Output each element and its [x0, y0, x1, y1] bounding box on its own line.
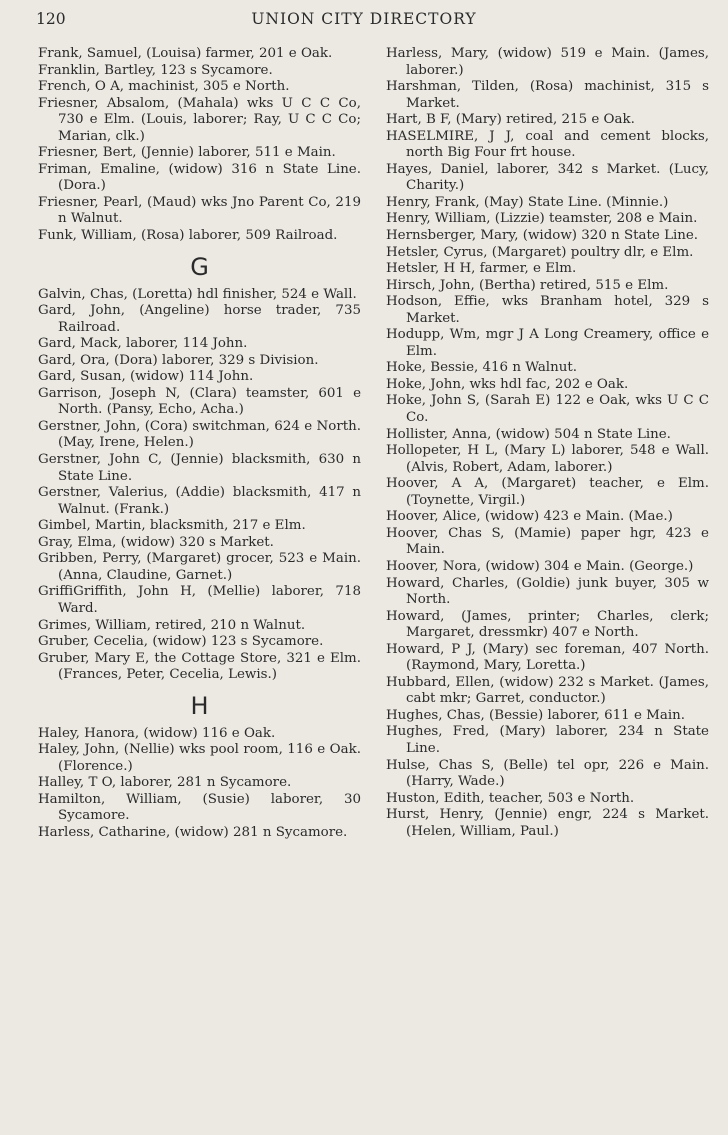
section-heading-h: H — [190, 691, 209, 720]
directory-entry: Hodson, Effie, wks Branham hotel, 329 s Market. — [386, 294, 709, 326]
directory-entry: Harless, Mary, (widow) 519 e Main. (James, laborer.) — [386, 46, 709, 78]
directory-entry: Galvin, Chas, (Loretta) hdl finisher, 524 e Wall. — [38, 286, 357, 302]
directory-entry: Harless, Catharine, (widow) 281 n Sycamore. — [38, 824, 348, 840]
directory-entry: Hetsler, H H, farmer, e Elm. — [386, 261, 577, 277]
entries-h-continued-list — [386, 46, 709, 840]
directory-entry: Gimbel, Martin, blacksmith, 217 e Elm. — [38, 518, 306, 534]
directory-entry: Hernsberger, Mary, (widow) 320 n State Line. — [386, 228, 699, 244]
directory-entry: GriffiGriffith, John H, (Mellie) laborer, 718 Ward. — [38, 584, 361, 616]
directory-entry: Hubbard, Ellen, (widow) 232 s Market. (James, cabt mkr; Garret, conductor.) — [386, 674, 709, 707]
directory-entry: Gard, Ora, (Dora) laborer, 329 s Division. — [38, 352, 319, 368]
directory-entry: Hoover, Alice, (widow) 423 e Main. (Mae.) — [386, 509, 673, 525]
directory-entry: Henry, William, (Lizzie) teamster, 208 e Main. — [386, 211, 698, 227]
directory-entry: Gerstner, Valerius, (Addie) blacksmith, 417 n Walnut. (Frank.) — [38, 485, 361, 517]
directory-entry: Gard, John, (Angeline) horse trader, 735 Railroad. — [38, 303, 361, 335]
directory-entry: Howard, (James, printer; Charles, clerk; Margaret, dressmkr) 407 e North. — [386, 608, 709, 641]
directory-entry: Hamilton, William, (Susie) laborer, 30 Sycamore. — [38, 791, 361, 824]
directory-entry: Hughes, Chas, (Bessie) laborer, 611 e Main. — [386, 707, 685, 723]
directory-entry: Funk, William, (Rosa) laborer, 509 Railroad. — [38, 228, 338, 244]
directory-entry: Hoover, Nora, (widow) 304 e Main. (George.) — [386, 558, 694, 574]
directory-entry: Halley, T O, laborer, 281 n Sycamore. — [38, 775, 292, 791]
directory-entry: Hoke, John, wks hdl fac, 202 e Oak. — [386, 376, 629, 392]
directory-entry: HASELMIRE, J J, coal and cement blocks, north Big Four frt house. — [386, 128, 709, 161]
directory-entry: Hoke, John S, (Sarah E) 122 e Oak, wks U C C Co. — [386, 393, 709, 426]
directory-entry: Haley, John, (Nellie) wks pool room, 116 e Oak. (Florence.) — [38, 742, 361, 774]
entries-h-list — [38, 726, 361, 842]
section-heading-g: G — [190, 252, 209, 281]
directory-entry: Friman, Emaline, (widow) 316 n State Line. (Dora.) — [38, 161, 361, 194]
directory-entry: Hetsler, Cyrus, (Margaret) poultry dlr, e Elm. — [386, 244, 694, 260]
directory-entry: Hurst, Henry, (Jennie) engr, 224 s Market. (Helen, William, Paul.) — [386, 807, 709, 839]
directory-entry: Friesner, Bert, (Jennie) laborer, 511 e Main. — [38, 145, 336, 161]
directory-entry: Gard, Susan, (widow) 114 John. — [38, 369, 254, 385]
page-header — [0, 0, 728, 40]
directory-entry: Gard, Mack, laborer, 114 John. — [38, 336, 248, 352]
directory-entry: Hayes, Daniel, laborer, 342 s Market. (Lucy, Charity.) — [386, 161, 709, 194]
directory-entry: Gribben, Perry, (Margaret) grocer, 523 e Main. (Anna, Claudine, Garnet.) — [38, 551, 361, 583]
directory-entry: Harshman, Tilden, (Rosa) machinist, 315 s Market. — [386, 79, 709, 111]
directory-entry: Garrison, Joseph N, (Clara) teamster, 601 e North. (Pansy, Echo, Acha.) — [38, 385, 361, 418]
directory-entry: Hoke, Bessie, 416 n Walnut. — [386, 360, 577, 376]
entries-f-list — [38, 46, 361, 245]
directory-entry: Friesner, Absalom, (Mahala) wks U C C Co, 730 e Elm. (Louis, laborer; Ray, U C C Co; Marian, clk.) — [38, 95, 361, 144]
page-number: 120 — [36, 10, 66, 28]
directory-entry: Howard, P J, (Mary) sec foreman, 407 North. (Raymond, Mary, Loretta.) — [386, 641, 709, 674]
directory-entry: Hoover, A A, (Margaret) teacher, e Elm. (Toynette, Virgil.) — [386, 476, 709, 508]
running-title: UNION CITY DIRECTORY — [251, 10, 477, 28]
directory-entry: Hodupp, Wm, mgr J A Long Creamery, office e Elm. — [386, 327, 709, 359]
directory-entry: Hoover, Chas S, (Mamie) paper hgr, 423 e Main. — [386, 525, 709, 558]
directory-entry: Hollister, Anna, (widow) 504 n State Line. — [386, 426, 671, 442]
directory-entry: Franklin, Bartley, 123 s Sycamore. — [38, 62, 273, 78]
entries-g-list — [38, 287, 361, 684]
directory-entry: Haley, Hanora, (widow) 116 e Oak. — [38, 725, 276, 741]
directory-entry: Hulse, Chas S, (Belle) tel opr, 226 e Main. (Harry, Wade.) — [386, 757, 709, 790]
right-column — [386, 46, 709, 840]
directory-entry: Frank, Samuel, (Louisa) farmer, 201 e Oak. — [38, 46, 333, 61]
directory-entry: Howard, Charles, (Goldie) junk buyer, 305 w North. — [386, 575, 709, 608]
directory-entry: Friesner, Pearl, (Maud) wks Jno Parent Co, 219 n Walnut. — [38, 194, 361, 227]
directory-entry: Hollopeter, H L, (Mary L) laborer, 548 e Wall. (Alvis, Robert, Adam, laborer.) — [386, 443, 709, 475]
directory-entry: Gruber, Cecelia, (widow) 123 s Sycamore. — [38, 634, 324, 650]
directory-entry: Gerstner, John C, (Jennie) blacksmith, 630 n State Line. — [38, 452, 361, 484]
left-column — [38, 46, 361, 842]
directory-entry: Gray, Elma, (widow) 320 s Market. — [38, 534, 274, 550]
directory-entry: Hirsch, John, (Bertha) retired, 515 e Elm. — [386, 277, 669, 293]
directory-entry: Grimes, William, retired, 210 n Walnut. — [38, 617, 306, 633]
directory-entry: Gerstner, John, (Cora) switchman, 624 e North. (May, Irene, Helen.) — [38, 418, 361, 451]
directory-entry: Hart, B F, (Mary) retired, 215 e Oak. — [386, 112, 635, 128]
directory-entry: Gruber, Mary E, the Cottage Store, 321 e Elm. (Frances, Peter, Cecelia, Lewis.) — [38, 650, 361, 683]
directory-entry: Hughes, Fred, (Mary) laborer, 234 n State Line. — [386, 724, 709, 756]
directory-entry: French, O A, machinist, 305 e North. — [38, 79, 290, 95]
directory-entry: Huston, Edith, teacher, 503 e North. — [386, 790, 635, 806]
directory-entry: Henry, Frank, (May) State Line. (Minnie.) — [386, 194, 669, 210]
